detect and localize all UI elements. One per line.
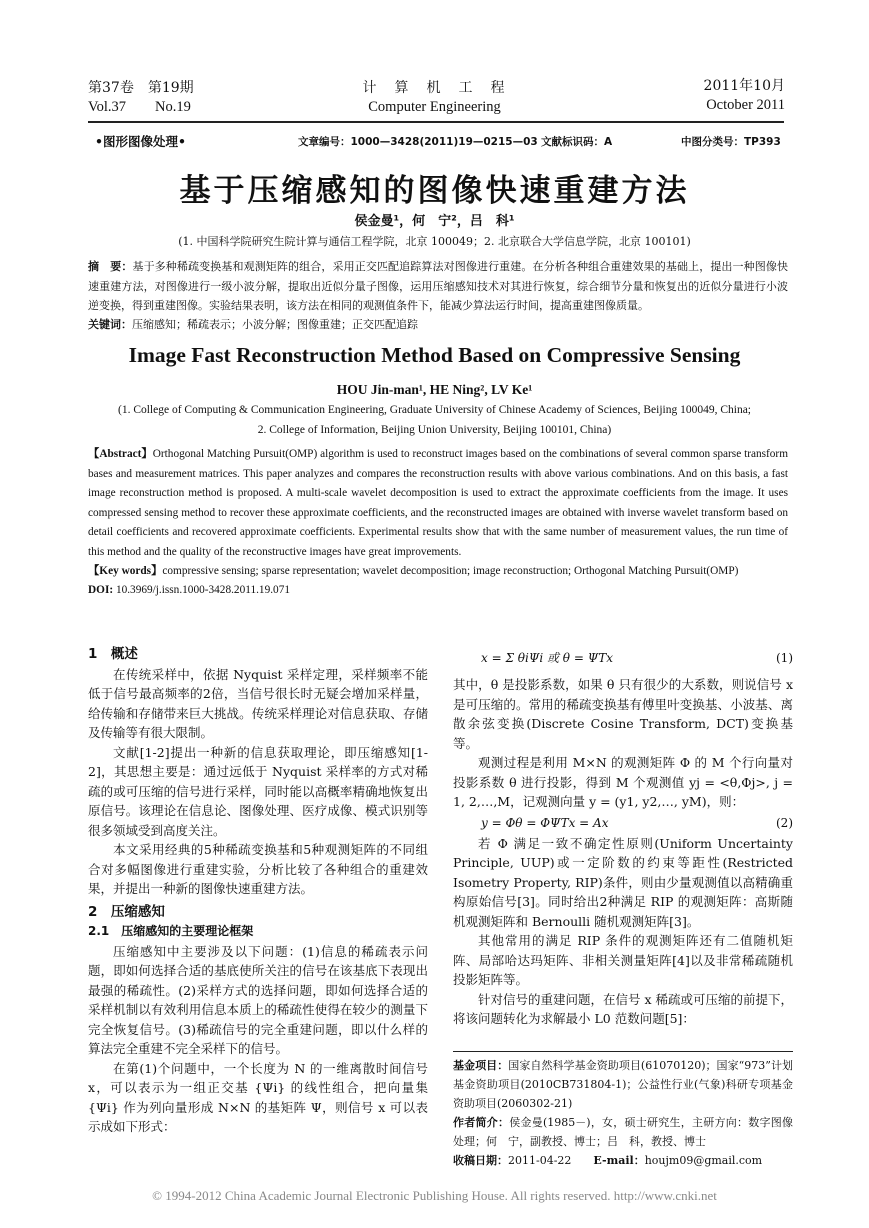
received-date: 2011-04-22 <box>508 1154 572 1167</box>
author-note <box>453 1113 793 1151</box>
article-number: 文章编号：1000—3428(2011)19—0215—03 <box>298 136 538 148</box>
keywords-cn <box>88 315 788 335</box>
equation-2 <box>453 812 793 834</box>
paragraph: 本文采用经典的5种稀疏变换基和5种观测矩阵的不同组合对多幅图像进行重建实验，分析比较了各种组合的重建效果，并提出一种新的图像快速重建方法。 <box>88 842 428 896</box>
footnotes <box>453 1056 793 1170</box>
classification-number: 中图分类号：TP393 <box>681 136 781 148</box>
keywords-en-label: 【Key words】 <box>88 565 163 577</box>
document-code: 文献标识码：A <box>541 136 613 148</box>
paragraph: 若 Φ 满足一致不确定性原则(Uniform Uncertainty Principle, UUP)或一定阶数的约束等距性(Restricted Isometry Property, RIP)条件，则由少量观测值以高精确重构原始信号[3]。同时给出2种满足 RIP 的观测矩阵：高斯随机观测矩阵和 Bernoulli 随机观测矩阵[3]。 <box>453 835 793 929</box>
paragraph: 其中，θ 是投影系数，如果 θ 只有很少的大系数，则说信号 x 是可压缩的。常用的稀疏变换基有傅里叶变换基、小波基、离散余弦变换(Discrete Cosine Transform, DCT)变换基等。 <box>453 677 793 751</box>
section-2-heading: 2 压缩感知 <box>88 903 165 920</box>
doi <box>88 581 788 601</box>
funding-label: 基金项目： <box>453 1059 509 1072</box>
doi-label: DOI: <box>88 584 114 596</box>
section-2-1-heading: 2.1 压缩感知的主要理论框架 <box>88 924 254 938</box>
left-column <box>88 645 428 1137</box>
date-en: October 2011 <box>706 97 785 113</box>
date-cn: 2011年10月 <box>703 78 785 94</box>
equation-1-number: (1) <box>776 651 793 665</box>
author-bio-text: 侯金曼(1985－)，女，硕士研究生，主研方向：数字图像处理；何 宁，副教授、博士；吕 科，教授、博士 <box>453 1116 794 1148</box>
equation-2-number: (2) <box>776 815 793 830</box>
right-column <box>453 645 793 1029</box>
volume-en: Vol.37 No.19 <box>88 99 191 115</box>
paragraph: 压缩感知中主要涉及以下问题：(1)信息的稀疏表示问题，即如何选择合适的基底使所关注的信号在该基底下表现出最强的稀疏性。(2)采样方式的选择问题，即如何选择合适的采样机制以有效利用信息本质上的稀疏性使得在较少的测量下完全恢复信号。(3)稀疏信号的完全重建问题，即以什么样的算法完全重建不完全采样下的信号。 <box>88 943 428 1056</box>
abstract-en-text: Orthogonal Matching Pursuit(OMP) algorithm is used to reconstruct images based on the combinations of several common sparse transform bases and measurement matrices. This paper analyzes and compares the reconstruction results with above various combinations. And on this basis, a fast image reconstruction method is proposed. A multi-scale wavelet decomposition is used to extract the approximate coefficients from the image. It uses compressed sensing method to recover these approximate coefficients, and the reconstructed images are obtained with inverse wavelet transform based on detail coefficients and recovered approximate coefficients. Experimental results show that with the same number of measurement values, the run time of this method and the quality of the reconstructive images have great improvements. <box>88 448 788 558</box>
abstract-cn <box>88 257 788 316</box>
paragraph: 针对信号的重建问题，在信号 x 稀疏或可压缩的前提下，将该问题转化为求解最小 L0 范数问题[5]： <box>453 991 793 1026</box>
section-label: •图形图像处理• <box>95 134 186 149</box>
abstract-en-label: 【Abstract】 <box>88 448 153 460</box>
received-label: 收稿日期： <box>453 1154 508 1167</box>
funding-note <box>453 1056 793 1113</box>
keywords-cn-label: 关键词： <box>88 318 132 331</box>
paragraph: 文献[1-2]提出一种新的信息获取理论，即压缩感知[1-2]，其思想主要是：通过远低于 Nyquist 采样率的方式对稀疏的或可压缩的信号进行采样，同时能以高概率精确地恢复出原信号。该理论在信息论、图像处理、医疗成像、模式识别等很多领域受到高度关注。 <box>88 744 428 838</box>
doi-text: 10.3969/j.issn.1000-3428.2011.19.071 <box>115 584 290 596</box>
keywords-cn-text: 压缩感知；稀疏表示；小波分解；图像重建；正交匹配追踪 <box>132 318 418 331</box>
equation-2-body: y = Φθ = ΦΨTx = Ax <box>481 815 609 830</box>
equation-1-body: x = Σ θiΨi 或 θ = ΨTx <box>481 651 614 665</box>
paragraph: 在传统采样中，依据 Nyquist 采样定理，采样频率不能低于信号最高频率的2倍，当信号很长时无疑会增加采样量，给传输和存储带来巨大挑战。传统采样理论对信息获取、存储及传输等有很大限制。 <box>88 666 428 740</box>
paragraph: 其他常用的满足 RIP 条件的观测矩阵还有二值随机矩阵、局部哈达玛矩阵、非相关测量矩阵[4]以及非常稀疏随机投影矩阵等。 <box>453 933 793 987</box>
authors-cn: 侯金曼¹，何 宁²，吕 科¹ <box>354 214 515 229</box>
affiliation-en-1: (1. College of Computing & Communication Engineering, Graduate University of Chinese Academy of Sciences, Beijing 100049, China; <box>117 404 752 416</box>
authors-en: HOU Jin-man¹, HE Ning², LV Ke¹ <box>336 382 533 397</box>
email-address[interactable]: houjm09@gmail.com <box>644 1154 763 1167</box>
journal-en: Computer Engineering <box>368 99 501 115</box>
title-en: Image Fast Reconstruction Method Based on Compressive Sensing <box>128 343 741 367</box>
received-note <box>453 1151 793 1170</box>
title-cn: 基于压缩感知的图像快速重建方法 <box>179 173 690 209</box>
abstract-cn-label: 摘 要： <box>88 260 133 273</box>
header-rule <box>88 121 784 123</box>
affiliation-cn: (1. 中国科学院研究生院计算与通信工程学院，北京 100049；2. 北京联合大学信息学院，北京 100101) <box>178 235 691 248</box>
funding-text: 国家自然科学基金资助项目(61070120)；国家“973”计划基金资助项目(2010CB731804-1)；公益性行业(气象)科研专项基金资助项目(2060302-21) <box>453 1059 793 1110</box>
abstract-cn-text: 基于多种稀疏变换基和观测矩阵的组合，采用正交匹配追踪算法对图像进行重建。在分析各种组合重建效果的基础上，提出一种图像快速重建方法，对图像进行一级小波分解，提取出近似分量子图像，运用压缩感知技术对其进行恢复，综合细节分量和恢复出的近似分量进行小波逆变换，得到重建图像。实验结果表明，该方法在相同的观测值条件下，能减少算法运行时间，提高重建图像质量。 <box>88 260 788 312</box>
footnote-rule <box>453 1051 793 1052</box>
paragraph: 在第(1)个问题中，一个长度为 N 的一维离散时间信号 x，可以表示为一组正交基 {Ψi} 的线性组合，把向量集 {Ψi} 作为列向量形成 N×N 的基矩阵 Ψ，则信号 x 可以表示成如下形式： <box>88 1060 428 1134</box>
email-label: E-mail： <box>593 1154 645 1167</box>
affiliation-en-2: 2. College of Information, Beijing Union University, Beijing 100101, China) <box>257 424 612 436</box>
abstract-en <box>88 445 788 562</box>
keywords-en-text: compressive sensing; sparse representation; wavelet decomposition; image reconstruction; Orthogonal Matching Pursuit(OMP) <box>162 565 739 577</box>
copyright-footer: © 1994-2012 China Academic Journal Electronic Publishing House. All rights reserved. http://www.cnki.net <box>152 1188 717 1203</box>
author-bio-label: 作者简介： <box>453 1116 510 1129</box>
volume-cn: 第37卷 第19期 <box>88 80 194 96</box>
paragraph: 观测过程是利用 M×N 的观测矩阵 Φ 的 M 个行向量对投影系数 θ 进行投影，得到 M 个观测值 yj = <θ,Φj>, j = 1, 2,…,M，记观测向量 y = (y1, y2,…, yM)，则： <box>453 755 793 809</box>
section-1-heading: 1 概述 <box>88 646 138 662</box>
equation-1 <box>453 645 793 675</box>
keywords-en <box>88 562 788 582</box>
journal-cn: 计 算 机 工 程 <box>362 80 507 96</box>
